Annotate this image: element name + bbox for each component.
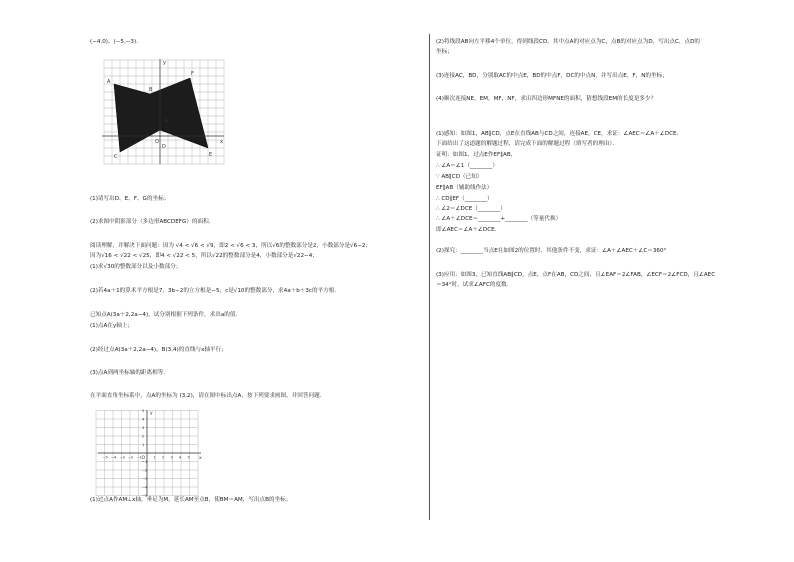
proof-line-5: ∴ ∠2＝∠DCE（________）: [436, 206, 506, 212]
column-divider: [429, 34, 430, 520]
problem6-question-3-line-1: (3)应用：如图3，已知直线AB∥CD，点E，点F在AB，CD之间，且∠EAF＝2∠FAB，∠ECF＝2∠FCD，且∠AEC: [436, 272, 716, 278]
fig2-x-tick-label: 1: [153, 455, 156, 460]
problem5-question-2-line-1: (2)将线段AB向左平移4个单位，得到线段CD，其中点A的对应点为C，点B的对应点为D，写出点C，点D的: [436, 39, 701, 45]
fig2-x-tick-label: 4: [179, 455, 182, 460]
proof-line-7: 即∠AEC＝∠A＋∠DCE．: [436, 227, 501, 233]
proof-line-3: EF∥AB（辅助线作法）: [436, 185, 493, 191]
fig2-y-tick-label: 4: [142, 417, 145, 422]
fig1-axis-y-label: y: [163, 60, 166, 66]
proof-line-6: ∴ ∠A＋∠DCE＝________+________（等量代换）: [436, 216, 562, 222]
problem6-question-1-line-2: 下面给出了这道题的解题过程，请完成下面的解题过程（填写者的理由）．: [436, 141, 618, 147]
proof-line-4: ∴ CD∥EF（________）: [436, 196, 493, 202]
fig2-axis-x-label: x: [199, 456, 202, 461]
proof-line-0: 证明：如图1，过点E作EF∥AB，: [436, 152, 517, 158]
fig2-origin-label: O: [141, 456, 146, 461]
shaded-polygon-ABCDEFG: [114, 78, 208, 152]
fig1-axis-x-label: x: [220, 139, 223, 145]
fig2-y-tick-label: −4: [142, 485, 148, 490]
question-2: (2)求图中阴影部分（多边形ABCDEFG）的面积．: [90, 219, 215, 225]
fig2-x-tick-label: −3: [119, 455, 125, 460]
reading-line-1: 阅读理解，并解决下面问题：因为 √4 < √6 < √9，即2 < √6 < 3，所以√6的整数部分是2，小数部分是√6−2；: [90, 243, 372, 249]
fig2-y-tick-label: −1: [142, 459, 148, 464]
problem6-question-3-line-2: ＝34°时，试求∠AFC的度数．: [436, 282, 513, 288]
fig1-label-E: E: [209, 152, 213, 158]
problem5-question-4: (4)顺次连接NE，EM，MF，NF，求出四边形MFNE的面积，猜想线段EM的长度是多少？: [436, 96, 657, 102]
problem6-question-1-line-1: (1)感知：如图1，AB∥CD，点E在直线AB与CD之间，连接AE，CE，求证：∠AEC＝∠A＋∠DCE．: [436, 131, 683, 137]
figure-polygon-grid: [100, 56, 228, 168]
fig1-label-A: A: [107, 79, 111, 85]
fig2-y-tick-label: −2: [142, 468, 148, 473]
problem3-question-2: (2)经过点A(3a＋2,2a−4)，B(3,4)的直线与x轴平行；: [90, 347, 227, 353]
fig2-x-tick-label: −2: [128, 455, 134, 460]
figure-coordinate-grid: [95, 408, 205, 498]
fig1-label-C: C: [114, 154, 118, 160]
fig2-y-tick-label: −3: [142, 476, 148, 481]
problem3-question-1: (1)点A在y轴上；: [90, 323, 134, 329]
problem5-question-3: (3)连接AC，BD，分别取AC的中点E，BD的中点F，DC的中点N，并写出点E，F，N的坐标；: [436, 73, 668, 79]
fig2-x-tick-label: −1: [136, 455, 142, 460]
fig2-x-tick-label: 3: [170, 455, 173, 460]
fig2-x-tick-label: 2: [162, 455, 165, 460]
fig2-y-tick-label: 1: [142, 442, 145, 447]
fig2-x-tick-label: −5: [102, 455, 108, 460]
fig1-label-F: F: [191, 71, 194, 77]
fig2-axis-y-label: y: [150, 411, 153, 416]
fig2-y-tick-label: −5: [142, 493, 148, 498]
fig1-label-G: G: [164, 118, 168, 124]
problem6-question-2: (2)探究：________当点E在如图2的位置时，其他条件不变，求证：∠A＋∠AEC＋∠C＝360°: [436, 248, 667, 254]
fig2-y-tick-label: 2: [142, 434, 145, 439]
problem3-intro: 已知点A(3a＋2,2a−4)，试分别根据下列条件，求出a的值．: [90, 312, 242, 318]
fig1-label-B: B: [149, 87, 153, 93]
reading-line-2: 因为√16 < √22 < √25，即4 < √22 < 5，所以√22的整数部分是4，小数部分是√22−4；: [90, 253, 318, 259]
fig2-y-tick-label: 3: [142, 425, 145, 430]
fig2-y-tick-label: 5: [142, 408, 145, 413]
problem4-question-1: (1)过点A作AM⊥x轴，垂足为M，延长AM至点B，使BM＝AM，写出点B的坐标；: [90, 497, 292, 503]
intro-coords: (−4,0)、(−5,−3)．: [90, 39, 142, 45]
fig1-origin-label: O: [155, 139, 159, 145]
problem3-question-3: (3)点A到两坐标轴的距离相等．: [90, 370, 169, 376]
proof-line-1: ∴ ∠A＝∠1（________）: [436, 163, 498, 169]
question-1: (1)请写出D、E、F、G的坐标；: [90, 196, 170, 202]
problem4-intro: 在平面直角坐标系中，点A的坐标为 (3,2)，请在图中标出点A，按下列要求画图，并回答问题．: [90, 393, 326, 399]
fig2-x-tick-label: 5: [187, 455, 190, 460]
problem5-question-2-line-2: 坐标；: [436, 49, 453, 55]
reading-question-1: (1)求√30的整数部分以及小数部分；: [90, 264, 182, 270]
fig2-x-tick-label: −4: [111, 455, 117, 460]
proof-line-2: ∵ AB∥CD（已知）: [436, 174, 483, 180]
fig1-label-D: D: [162, 144, 166, 150]
reading-question-2: (2)若4a＋1的算术平方根是7，3b−2的立方根是−5，c是√10的整数部分，求4a＋b＋3c的平方根．: [90, 288, 340, 294]
